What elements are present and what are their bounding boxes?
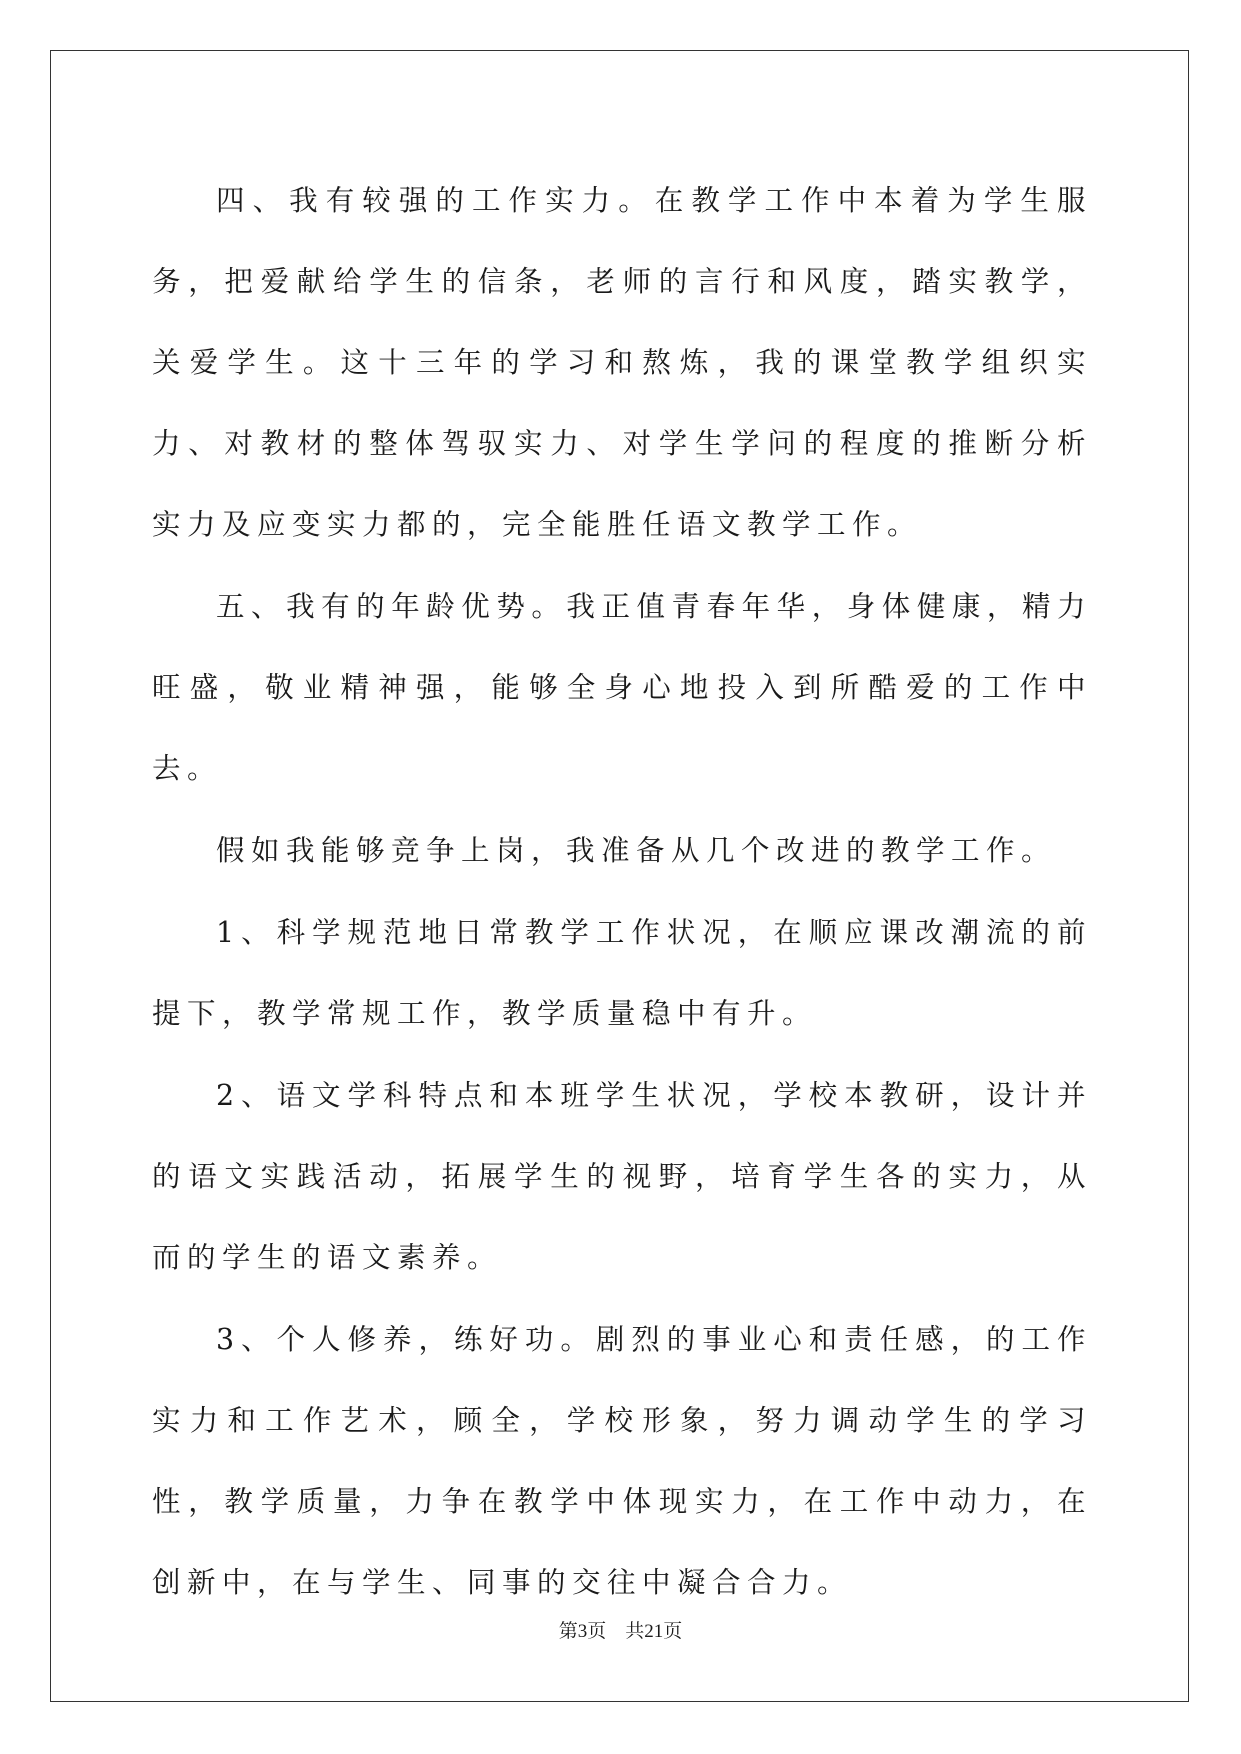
paragraph-1: 四、我有较强的工作实力。在教学工作中本着为学生服务，把爱献给学生的信条，老师的言行和风度，踏实教学，关爱学生。这十三年的学习和熬炼，我的课堂教学组织实力、对教材的整体驾驭实力、对学生学问的程度的推断分析实力及应变实力都的，完全能胜任语文教学工作。: [152, 184, 1092, 541]
document-body: [152, 160, 1092, 1624]
paragraph-3: 假如我能够竞争上岗，我准备从几个改进的教学工作。: [216, 834, 1057, 867]
paragraph-2: 五、我有的年龄优势。我正值青春年华，身体健康，精力旺盛，敬业精神强，能够全身心地投入到所酷爱的工作中去。: [152, 590, 1092, 785]
paragraph-5: 2、语文学科特点和本班学生状况，学校本教研，设计并的语文实践活动，拓展学生的视野，培育学生各的实力，从而的学生的语文素养。: [152, 1079, 1092, 1274]
paragraph-4: 1、科学规范地日常教学工作状况，在顺应课改潮流的前提下，教学常规工作，教学质量稳中有升。: [152, 916, 1092, 1030]
paragraph-6: 3、个人修养，练好功。剧烈的事业心和责任感，的工作实力和工作艺术，顾全，学校形象，努力调动学生的学习性，教学质量，力争在教学中体现实力，在工作中动力，在创新中，在与学生、同事的交往中凝合合力。: [152, 1323, 1092, 1599]
page-footer: 第3页 共21页: [558, 1621, 683, 1642]
